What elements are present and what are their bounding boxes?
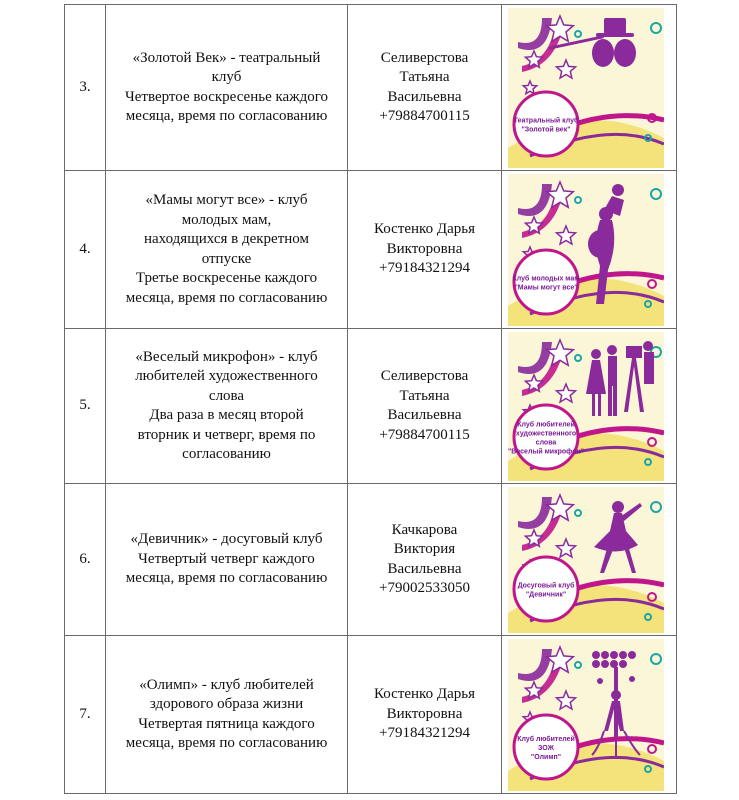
club-poster-cell <box>502 636 677 794</box>
clubs-table <box>64 4 677 794</box>
poster-caption: ЗОЖ <box>538 744 554 752</box>
poster-caption: художественного <box>515 430 577 437</box>
description-line: любителей художественного <box>135 368 318 384</box>
poster-caption: Театральный клуб <box>513 117 579 124</box>
description-line: «Олимп» - клуб любителей <box>139 676 314 693</box>
table-row <box>65 636 677 794</box>
description-line: месяца, время по согласованию <box>125 289 328 306</box>
club-contact <box>348 636 502 794</box>
contact-name-line: Васильевна <box>387 88 462 105</box>
row-number: 4. <box>65 171 106 329</box>
description-line: вторник и четверг, время по <box>137 426 316 443</box>
description-line: отпуске <box>201 250 252 267</box>
description-line: Два раза в месяц второй <box>149 407 304 423</box>
club-poster <box>508 8 664 168</box>
poster-caption: "Мамы могут все" <box>514 284 578 291</box>
description-line: согласованию <box>182 446 271 462</box>
contact-name-line: Викторовна <box>386 705 463 722</box>
description-line: «Веселый микрофон» - клуб <box>135 348 318 365</box>
club-contact <box>348 5 502 171</box>
description-line: месяца, время по согласованию <box>125 735 328 751</box>
club-description <box>106 329 348 484</box>
description-line: «Девичник» - досуговый клуб <box>130 531 323 548</box>
club-description <box>106 636 348 794</box>
club-poster <box>508 174 664 326</box>
description-line: молодых мам, <box>181 211 272 228</box>
club-contact <box>348 484 502 636</box>
table-row <box>65 5 677 171</box>
contact-name-line: Викторовна <box>386 240 463 257</box>
club-poster <box>508 639 664 791</box>
club-poster-cell <box>502 329 677 484</box>
club-poster <box>508 332 664 481</box>
poster-caption: "Олимп" <box>530 753 562 761</box>
description-line: Четвертое воскресенье каждого <box>125 88 328 105</box>
description-line: Четвертый четверг каждого <box>138 550 315 567</box>
contact-phone: +79184321294 <box>379 260 470 277</box>
description-line: здорового образа жизни <box>149 696 304 712</box>
contact-name-line: Селиверстова <box>380 368 469 384</box>
row-number: 6. <box>65 484 106 636</box>
description-line: месяца, время по согласованию <box>125 108 328 124</box>
contact-name-line: Виктория <box>393 541 456 557</box>
contact-phone: +79884700115 <box>379 108 470 124</box>
contact-name-line: Татьяна <box>399 69 450 85</box>
club-description <box>106 171 348 329</box>
contact-name-line: Костенко Дарья <box>374 221 475 238</box>
table-row <box>65 171 677 329</box>
poster-caption: "Девичник" <box>525 591 567 598</box>
poster-caption: Клуб любителей <box>517 421 575 428</box>
table-row <box>65 484 677 636</box>
poster-caption: Досуговый клуб <box>517 582 575 589</box>
club-contact <box>348 171 502 329</box>
contact-name-line: Качкарова <box>391 521 458 538</box>
contact-phone: +79002533050 <box>379 580 470 596</box>
club-contact <box>348 329 502 484</box>
description-line: слова <box>208 387 245 404</box>
club-poster-cell <box>502 5 677 171</box>
description-line: находящихся в декретном <box>143 231 310 247</box>
contact-name-line: Васильевна <box>387 407 462 423</box>
contact-phone: +79184321294 <box>379 725 470 742</box>
poster-caption: "Веселый микрофон" <box>508 448 585 455</box>
poster-caption: слова <box>535 439 557 446</box>
table-row <box>65 329 677 484</box>
contact-name-line: Селиверстова <box>380 49 469 66</box>
row-number: 3. <box>65 5 106 171</box>
club-poster-cell <box>502 171 677 329</box>
description-line: «Мамы могут все» - клуб <box>145 192 308 208</box>
contact-name-line: Костенко Дарья <box>374 686 475 703</box>
description-line: Третье воскресенье каждого <box>135 270 318 286</box>
poster-caption: Клуб любителей <box>517 735 575 743</box>
description-line: «Золотой Век» - театральный <box>132 49 321 66</box>
club-poster <box>508 487 664 633</box>
poster-caption: Клуб молодых мам <box>512 275 580 282</box>
poster-caption: "Золотой век" <box>521 126 571 133</box>
contact-phone: +79884700115 <box>379 426 470 443</box>
club-poster-cell <box>502 484 677 636</box>
description-line: месяца, время по согласованию <box>125 570 328 587</box>
club-description <box>106 484 348 636</box>
row-number: 5. <box>65 329 106 484</box>
contact-name-line: Васильевна <box>387 560 462 577</box>
club-description <box>106 5 348 171</box>
description-line: Четвертая пятница каждого <box>138 715 315 732</box>
contact-name-line: Татьяна <box>399 387 450 404</box>
row-number: 7. <box>65 636 106 794</box>
description-line: клуб <box>211 69 242 85</box>
